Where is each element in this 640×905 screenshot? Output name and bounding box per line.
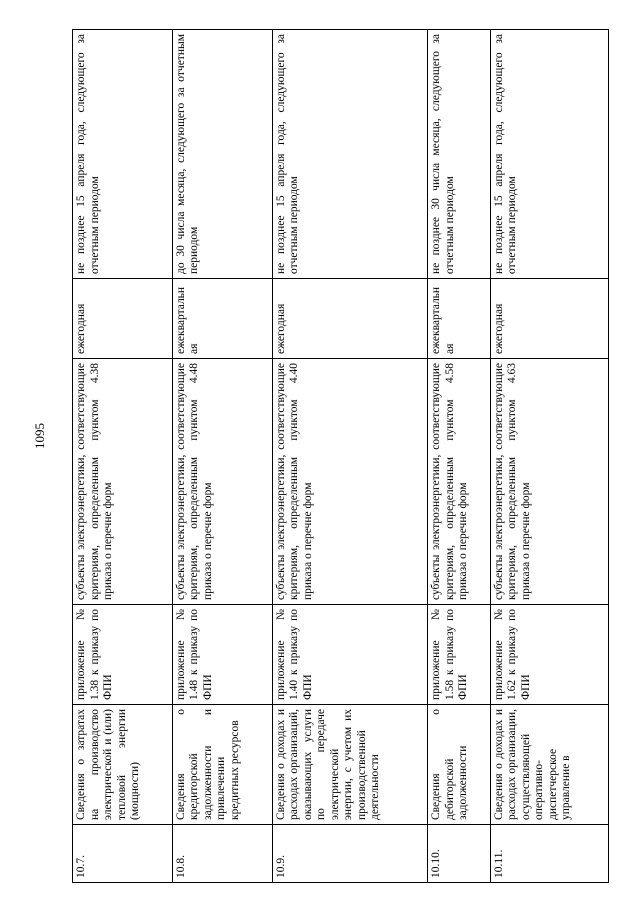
page-number: 1095	[32, 423, 47, 449]
reporting-period: ежеквартальная	[172, 279, 272, 359]
form-reference: приложение № 1.62 к приказу по ФПИ	[490, 605, 608, 705]
row-number: 10.8.	[172, 825, 272, 883]
form-reference: приложение № 1.48 к приказу по ФПИ	[172, 605, 272, 705]
form-name: Сведения о затратах на производство электрической и (или) тепловой энергии (мощности)	[73, 705, 173, 825]
deadline: до 30 числа месяца, следующего за отчетным периодом	[172, 30, 272, 279]
table-canvas	[72, 30, 609, 883]
form-reference: приложение № 1.40 к приказу по ФПИ	[272, 605, 428, 705]
reporting-period: ежегодная	[272, 279, 428, 359]
reporting-subjects: субъекты электроэнергетики, соответствующие критериям, определенным пунктом 4.58 приказа о перечне форм	[428, 359, 491, 605]
table-row	[73, 30, 173, 883]
table-row	[490, 30, 608, 883]
form-name: Сведения о доходах и расходах организации, осуществляющей оперативно-диспетчерское управление в	[490, 705, 608, 825]
row-number: 10.7.	[73, 825, 173, 883]
row-number: 10.10.	[428, 825, 491, 883]
reporting-subjects: субъекты электроэнергетики, соответствующие критериям, определенным пунктом 4.48 приказа о перечне форм	[172, 359, 272, 605]
form-name: Сведения о кредиторской задолженности и привлечении кредитных ресурсов	[172, 705, 272, 825]
table-row	[272, 30, 428, 883]
deadline: не позднее 15 апреля года, следующего за отчетным периодом	[490, 30, 608, 279]
reporting-subjects: субъекты электроэнергетики, соответствующие критериям, определенным пунктом 4.63 приказа о перечне форм	[490, 359, 608, 605]
deadline: не позднее 15 апреля года, следующего за отчетным периодом	[73, 30, 173, 279]
forms-table	[72, 30, 609, 883]
row-number: 10.9.	[272, 825, 428, 883]
form-name: Сведения о дебиторской задолженности	[428, 705, 491, 825]
reporting-subjects: субъекты электроэнергетики, соответствующие критериям, определенным пунктом 4.38 приказа о перечне форм	[73, 359, 173, 605]
reporting-period: ежегодная	[490, 279, 608, 359]
table-row	[428, 30, 491, 883]
form-reference: приложение № 1.58 к приказу по ФПИ	[428, 605, 491, 705]
table-row	[172, 30, 272, 883]
deadline: не позднее 30 числа месяца, следующего за отчетным периодом	[428, 30, 491, 279]
form-reference: приложение № 1.38 к приказу по ФПИ	[73, 605, 173, 705]
form-name: Сведения о доходах и расходах организаций, оказывающих услуги по передаче электрической энергии, с учетом их производственной деятельности	[272, 705, 428, 825]
deadline: не позднее 15 апреля года, следующего за отчетным периодом	[272, 30, 428, 279]
row-number: 10.11.	[490, 825, 608, 883]
reporting-subjects: субъекты электроэнергетики, соответствующие критериям, определенным пунктом 4.40 приказа о перечне форм	[272, 359, 428, 605]
reporting-period: ежегодная	[73, 279, 173, 359]
reporting-period: ежеквартальная	[428, 279, 491, 359]
